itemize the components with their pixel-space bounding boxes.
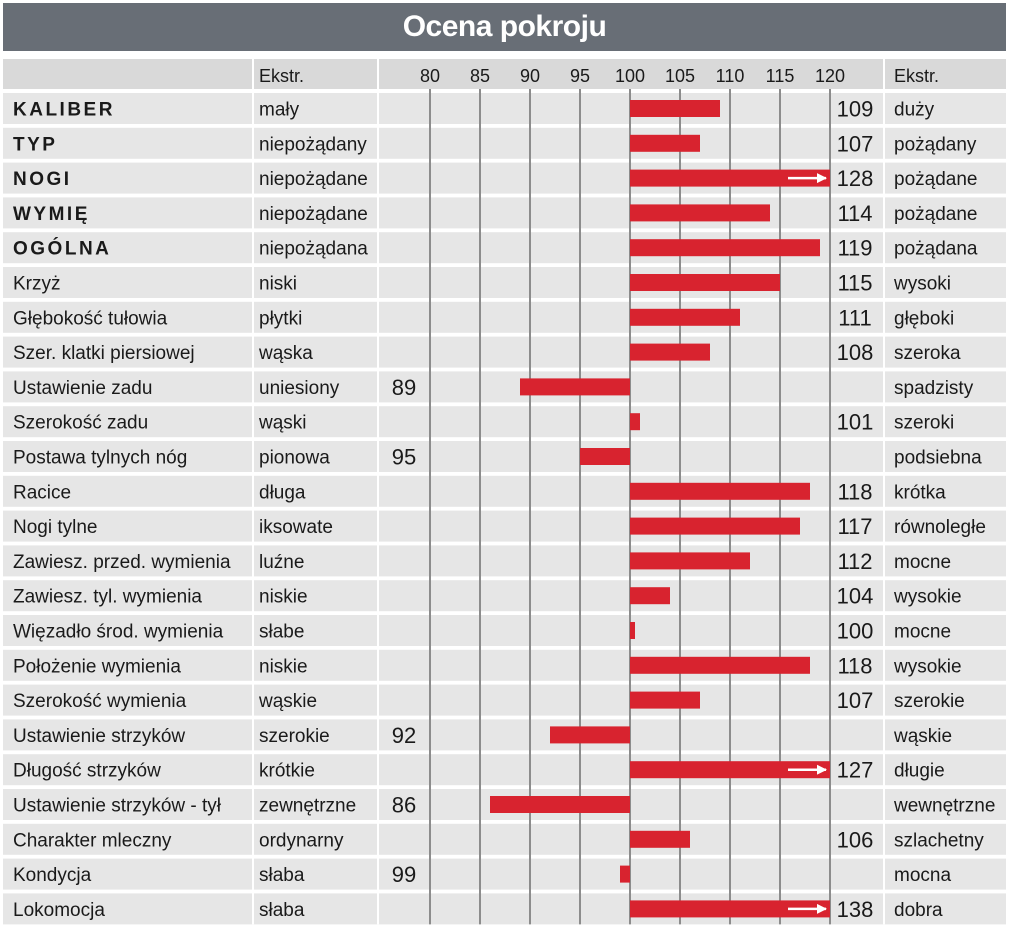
high-extreme-label: wysokie (894, 586, 962, 608)
low-extreme-label: niepożądane (259, 169, 368, 191)
low-extreme-label: mały (259, 99, 300, 121)
data-value-label: 92 (391, 722, 417, 748)
data-value-label: 95 (391, 444, 417, 470)
high-extreme-label: mocna (894, 865, 952, 887)
bar (620, 866, 630, 883)
low-extreme-label: wąski (259, 412, 307, 434)
header-left-extreme: Ekstr. (259, 66, 305, 86)
data-value-label: 99 (391, 862, 417, 888)
low-extreme-label: niepożądany (259, 134, 367, 156)
low-extreme-label: uniesiony (259, 377, 340, 399)
data-value-label: 101 (836, 409, 874, 435)
low-extreme-label: pionowa (259, 447, 330, 469)
high-extreme-label: pożądane (894, 203, 978, 225)
x-tick-label: 105 (664, 66, 696, 86)
low-extreme-label: zewnętrzne (259, 795, 357, 817)
low-extreme-label: słabe (259, 621, 305, 643)
bar (520, 378, 630, 395)
low-extreme-label: słaba (259, 899, 305, 921)
low-extreme-label: niskie (259, 656, 308, 678)
low-extreme-label: iksowate (259, 517, 333, 539)
high-extreme-label: szeroki (894, 412, 955, 434)
high-extreme-label: krótka (894, 482, 946, 504)
trait-label: Charakter mleczny (13, 830, 172, 852)
bar (490, 796, 630, 813)
data-value-label: 119 (837, 235, 873, 261)
data-value-label: 115 (837, 270, 873, 296)
bar (630, 587, 670, 604)
header-row-background (3, 59, 1006, 89)
trait-label: Zawiesz. tyl. wymienia (13, 586, 202, 608)
high-extreme-label: pożądana (894, 238, 978, 260)
data-value-label: 114 (837, 200, 873, 226)
low-extreme-label: niepożądana (259, 238, 368, 260)
trait-label: Zawiesz. przed. wymienia (13, 551, 231, 573)
data-value-label: 127 (836, 757, 874, 783)
x-tick-label: 80 (419, 66, 441, 86)
trait-label: Ustawienie strzyków (13, 725, 186, 747)
header-right-extreme: Ekstr. (894, 66, 940, 86)
low-extreme-label: ordynarny (259, 830, 344, 852)
data-value-label: 100 (836, 618, 874, 644)
high-extreme-label: pożądane (894, 169, 978, 191)
chart-title: Ocena pokroju (3, 3, 1006, 51)
high-extreme-label: równoległe (894, 517, 986, 539)
data-value-label: 118 (837, 479, 873, 505)
data-value-label: 117 (837, 514, 873, 540)
trait-label: Szerokość wymienia (13, 691, 187, 713)
high-extreme-label: pożądany (894, 134, 977, 156)
x-tick-label: 85 (469, 66, 491, 86)
trait-label: Położenie wymienia (13, 656, 181, 678)
data-value-label: 128 (836, 166, 874, 192)
high-extreme-label: głęboki (894, 308, 955, 330)
bar (630, 831, 690, 848)
trait-label: Ustawienie zadu (13, 377, 153, 399)
trait-label: Szerokość zadu (13, 412, 149, 434)
high-extreme-label: szerokie (894, 691, 965, 713)
trait-label: Lokomocja (13, 899, 105, 921)
x-tick-label: 100 (614, 66, 646, 86)
high-extreme-label: szeroka (894, 343, 961, 365)
bar (630, 100, 720, 117)
x-tick-label: 120 (814, 66, 846, 86)
trait-label: Więzadło środ. wymienia (13, 621, 224, 643)
bar (630, 413, 640, 430)
low-extreme-label: długa (259, 482, 306, 504)
trait-label: Krzyż (13, 273, 61, 295)
bar (630, 622, 635, 639)
data-value-label: 108 (836, 340, 874, 366)
low-extreme-label: wąskie (259, 691, 318, 713)
x-tick-label: 90 (519, 66, 541, 86)
row-stripe (3, 859, 1006, 890)
row-stripe (3, 371, 1006, 402)
high-extreme-label: wysokie (894, 656, 962, 678)
trait-label: WYMIĘ (13, 203, 90, 225)
low-extreme-label: słaba (259, 865, 305, 887)
data-value-label: 109 (836, 96, 874, 122)
high-extreme-label: duży (894, 99, 935, 121)
high-extreme-label: mocne (894, 621, 952, 643)
bar (630, 309, 740, 326)
high-extreme-label: spadzisty (894, 377, 974, 399)
bar (550, 726, 630, 743)
trait-label: Ustawienie strzyków - tył (13, 795, 221, 817)
trait-label: TYP (13, 134, 58, 156)
data-value-label: 89 (391, 374, 417, 400)
data-value-label: 104 (836, 583, 874, 609)
bar (630, 344, 710, 361)
low-extreme-label: szerokie (259, 725, 330, 747)
trait-label: Postawa tylnych nóg (13, 447, 188, 469)
trait-label: Głębokość tułowia (13, 308, 168, 330)
bar (630, 518, 800, 535)
high-extreme-label: szlachetny (894, 830, 984, 852)
data-value-label: 106 (836, 827, 874, 853)
data-value-label: 107 (836, 688, 874, 714)
data-value-label: 86 (391, 792, 417, 818)
bar (630, 657, 810, 674)
data-value-label: 138 (836, 896, 874, 922)
data-value-label: 112 (837, 548, 873, 574)
x-tick-label: 110 (715, 66, 745, 86)
trait-label: Długość strzyków (13, 760, 161, 782)
bar (630, 483, 810, 500)
x-tick-label: 95 (569, 66, 591, 86)
trait-label: OGÓLNA (13, 238, 112, 260)
trait-label: Racice (13, 482, 72, 504)
high-extreme-label: podsiebna (894, 447, 982, 469)
trait-label: KALIBER (13, 99, 115, 121)
bar (580, 448, 630, 465)
data-value-label: 111 (838, 305, 872, 331)
data-value-label: 118 (837, 653, 873, 679)
low-extreme-label: wąska (259, 343, 313, 365)
high-extreme-label: wysoki (894, 273, 952, 295)
x-tick-label: 115 (765, 66, 795, 86)
high-extreme-label: wąskie (894, 725, 953, 747)
low-extreme-label: niskie (259, 586, 308, 608)
low-extreme-label: luźne (259, 551, 305, 573)
low-extreme-label: krótkie (259, 760, 315, 782)
bar (630, 239, 820, 256)
low-extreme-label: niepożądane (259, 203, 368, 225)
high-extreme-label: mocne (894, 551, 952, 573)
bar (630, 692, 700, 709)
high-extreme-label: wewnętrzne (894, 795, 996, 817)
trait-label: Szer. klatki piersiowej (13, 343, 195, 365)
trait-label: Kondycja (13, 865, 92, 887)
data-value-label: 107 (836, 131, 874, 157)
bar (630, 552, 750, 569)
high-extreme-label: długie (894, 760, 945, 782)
low-extreme-label: niski (259, 273, 298, 295)
bar (630, 135, 700, 152)
bar (630, 274, 780, 291)
bar (630, 204, 770, 221)
high-extreme-label: dobra (894, 899, 943, 921)
trait-label: Nogi tylne (13, 517, 98, 539)
trait-label: NOGI (13, 169, 72, 191)
low-extreme-label: płytki (259, 308, 303, 330)
